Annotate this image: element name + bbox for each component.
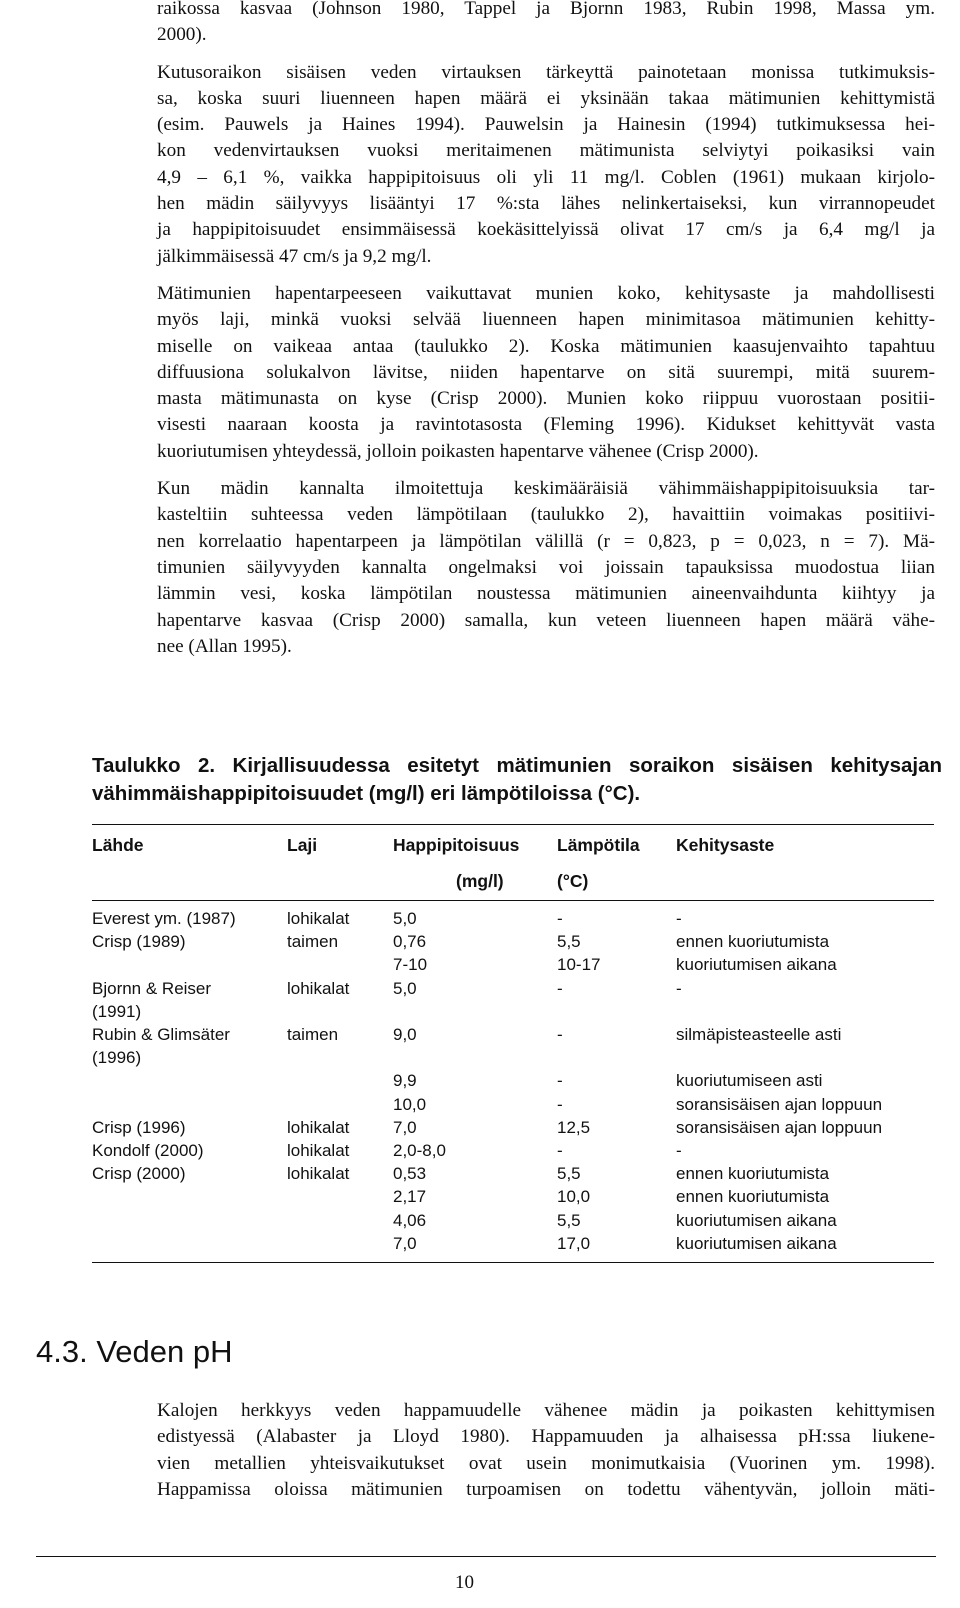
table-cell-stage: - — [676, 978, 682, 998]
table-cell-oxygen: 7,0 — [393, 1117, 417, 1137]
text-line: ja happipitoisuudet ensimmäisessä koekäsittelyissä olivat 17 cm/s ja 6,4 mg/l ja — [157, 219, 935, 241]
text-line: sa, koska suuri liuenneen hapen määrä ei yksinään takaa mätimunien kehittymistä — [157, 87, 935, 109]
text-line: miselle on vaikeaa antaa (taulukko 2). Koska mätimunien kaasujenvaihto tapahtuu — [157, 335, 935, 357]
page-number: 10 — [455, 1572, 474, 1593]
header-stage: Kehitysaste — [676, 835, 775, 855]
header-oxygen-unit: (mg/l) — [456, 871, 504, 891]
text-line: visesti naaraan koosta ja ravintotasosta (Fleming 1996). Kidukset kehittyvät vasta — [157, 414, 935, 436]
table-cell-species: taimen — [287, 1025, 339, 1044]
table-cell-temperature: 5,5 — [557, 1164, 581, 1184]
table-cell-stage: kuoriutumiseen asti — [676, 1071, 823, 1091]
table-cell-stage: silmäpisteasteelle asti — [676, 1025, 842, 1044]
table-cell-oxygen: 5,0 — [393, 909, 417, 928]
text-line: kon vedenvirtauksen vuoksi meritaimenen mätimunista selviytyi poikasiksi vain — [157, 140, 935, 162]
text-line: lämmin vesi, koska lämpötilan noustessa mätimunien aineenvaihdunta kiihtyy ja — [157, 583, 935, 605]
table-cell-species: lohikalat — [287, 1141, 350, 1160]
table-cell-species: lohikalat — [287, 1164, 350, 1184]
header-species: Laji — [287, 835, 318, 855]
text-line: Kun mädin kannalta ilmoitettuja keskimääräisiä vähimmäishappipitoisuuksia tar- — [157, 478, 935, 500]
table-cell-oxygen: 2,0-8,0 — [393, 1141, 446, 1160]
text-line: myös laji, minkä vuoksi selvää liuenneen hapen minimitasoa mätimunien kehitty- — [157, 309, 935, 331]
section-title: 4.3. Veden pH — [36, 1334, 233, 1369]
table-bottom-rule — [92, 1262, 934, 1263]
table-cell-species: lohikalat — [287, 1117, 350, 1137]
text-line: Happamissa oloissa mätimunien turpoamisen on todettu vähentyvän, jolloin mäti- — [157, 1478, 935, 1500]
text-line: Kalojen herkkyys veden happamuudelle vähenee mädin ja poikasten kehittymisen — [157, 1400, 935, 1421]
table-cell-stage: kuoriutumisen aikana — [676, 1233, 837, 1253]
table-cell-oxygen: 0,53 — [393, 1164, 427, 1184]
table-cell-stage: ennen kuoriutumista — [676, 1164, 830, 1184]
table-cell-temperature: - — [557, 978, 563, 998]
text-line: (esim. Pauwels ja Haines 1994). Pauwelsin ja Hainesin (1994) tutkimuksessa hei- — [157, 114, 935, 136]
table-cell-stage: kuoriutumisen aikana — [676, 955, 837, 975]
table-cell-temperature: 5,5 — [557, 1210, 581, 1230]
table-cell-oxygen: 7,0 — [393, 1233, 417, 1253]
table-cell-oxygen: 9,9 — [393, 1071, 417, 1091]
table-cell-temperature: 5,5 — [557, 932, 581, 952]
table-cell-temperature: - — [557, 1071, 563, 1091]
table-cell-oxygen: 5,0 — [393, 978, 417, 998]
table-cell-temperature: 10-17 — [557, 955, 601, 975]
text-line: nen korrelaatio hapentarpeen ja lämpötilan välillä (r = 0,823, p = 0,023, n = 7). Mä- — [157, 530, 935, 552]
paragraph-4 — [157, 476, 935, 660]
table-cell-species: lohikalat — [287, 978, 350, 998]
table-cell-stage: ennen kuoriutumista — [676, 932, 830, 952]
table-cell-oxygen: 2,17 — [393, 1187, 427, 1207]
table-cell-source: Kondolf (2000) — [92, 1141, 204, 1160]
table-cell-stage: soransisäisen ajan loppuun — [676, 1094, 883, 1114]
table-caption — [92, 752, 942, 808]
table-cell-stage: - — [676, 909, 682, 928]
table-cell-source: Crisp (2000) — [92, 1164, 186, 1184]
text-line: jälkimmäisessä 47 cm/s ja 9,2 mg/l. — [157, 245, 432, 267]
table-cell-oxygen: 4,06 — [393, 1210, 427, 1230]
table-cell-oxygen: 9,0 — [393, 1025, 417, 1044]
table-cell-source: (1996) — [92, 1048, 142, 1068]
text-line: raikossa kasvaa (Johnson 1980, Tappel ja Bjornn 1983, Rubin 1998, Massa ym. — [157, 0, 935, 19]
header-oxygen: Happipitoisuus — [393, 835, 520, 855]
table-cell-species: lohikalat — [287, 909, 350, 928]
paragraph-3 — [157, 281, 935, 465]
header-source: Lähde — [92, 835, 144, 855]
table-cell-temperature: 12,5 — [557, 1117, 591, 1137]
text-line: diffuusiona solukalvon lävitse, niiden hapentarve on sitä suurempi, mitä suurem- — [157, 361, 935, 383]
table-cell-stage: - — [676, 1141, 682, 1160]
table-cell-stage: ennen kuoriutumista — [676, 1187, 830, 1207]
table-cell-source: Crisp (1996) — [92, 1117, 186, 1137]
footer-rule — [36, 1556, 936, 1557]
table-cell-source: (1991) — [92, 1001, 142, 1021]
text-line: kuoriutumisen yhteydessä, jolloin poikasten hapentarve vähenee (Crisp 2000). — [157, 440, 759, 462]
table-cell-temperature: 10,0 — [557, 1187, 591, 1207]
text-line: vien metallien yhteisvaikutukset ovat usein monimutkaisia (Vuorinen ym. 1998). — [157, 1452, 935, 1474]
paragraph-2 — [157, 60, 935, 270]
table-cell-source: Bjornn & Reiser — [92, 978, 212, 998]
table-cell-species: taimen — [287, 932, 339, 952]
text-line: kasteltiin suhteessa veden lämpötilaan (taulukko 2), havaittiin voimakas positiivi- — [157, 504, 935, 526]
table-cell-stage: kuoriutumisen aikana — [676, 1210, 837, 1230]
paragraph-1 — [157, 0, 935, 49]
text-line: 2000). — [157, 24, 207, 46]
header-temperature: Lämpötila — [557, 835, 640, 855]
text-line: Kutusoraikon sisäisen veden virtauksen tärkeyttä painotetaan monissa tutkimuksis- — [157, 61, 935, 83]
text-line: nee (Allan 1995). — [157, 635, 292, 657]
header-temperature-unit: (°C) — [557, 871, 589, 891]
caption-line: Taulukko 2. Kirjallisuudessa esitetyt mätimunien soraikon sisäisen kehitysajan — [92, 754, 942, 777]
table-cell-source: Crisp (1989) — [92, 932, 186, 952]
body-text-top — [157, 0, 935, 671]
text-line: masta mätimunasta on kyse (Crisp 2000). Munien koko riippuu vuorostaan positii- — [157, 388, 935, 410]
table-cell-oxygen: 0,76 — [393, 932, 427, 952]
table-cell-source: Everest ym. (1987) — [92, 909, 236, 928]
table-cell-oxygen: 10,0 — [393, 1094, 427, 1114]
text-line: hen mädin säilyvyys lisääntyi 17 %:sta lähes nelinkertaiseksi, kun virrannopeudet — [157, 193, 935, 215]
table-cell-source: Rubin & Glimsäter — [92, 1025, 230, 1044]
text-line: Mätimunien hapentarpeeseen vaikuttavat munien koko, kehitysaste ja mahdollisesti — [157, 282, 935, 304]
table-header-rule — [92, 900, 934, 901]
table-cell-temperature: - — [557, 909, 563, 928]
text-line: timunien säilyvyyden kannalta ongelmaksi voi joissain tapauksissa muodostua liian — [157, 556, 935, 578]
text-line: hapentarve kasvaa (Crisp 2000) samalla, kun veteen liuenneen hapen määrä vähe- — [157, 609, 935, 631]
table-cell-stage: soransisäisen ajan loppuun — [676, 1117, 883, 1137]
table-cell-oxygen: 7-10 — [393, 955, 428, 975]
section-body — [157, 1398, 935, 1503]
table-cell-temperature: - — [557, 1094, 563, 1114]
table-cell-temperature: - — [557, 1141, 563, 1160]
text-line: 4,9 – 6,1 %, vaikka happipitoisuus oli yli 11 mg/l. Coblen (1961) mukaan kirjolo- — [157, 166, 935, 188]
table-cell-temperature: - — [557, 1025, 563, 1044]
table-cell-temperature: 17,0 — [557, 1233, 591, 1253]
table-top-rule — [92, 824, 934, 825]
text-line: edistyessä (Alabaster ja Lloyd 1980). Happamuuden ja alhaisessa pH:ssa liukene- — [157, 1426, 935, 1448]
caption-line: vähimmäishappipitoisuudet (mg/l) eri lämpötiloissa (°C). — [92, 782, 641, 805]
